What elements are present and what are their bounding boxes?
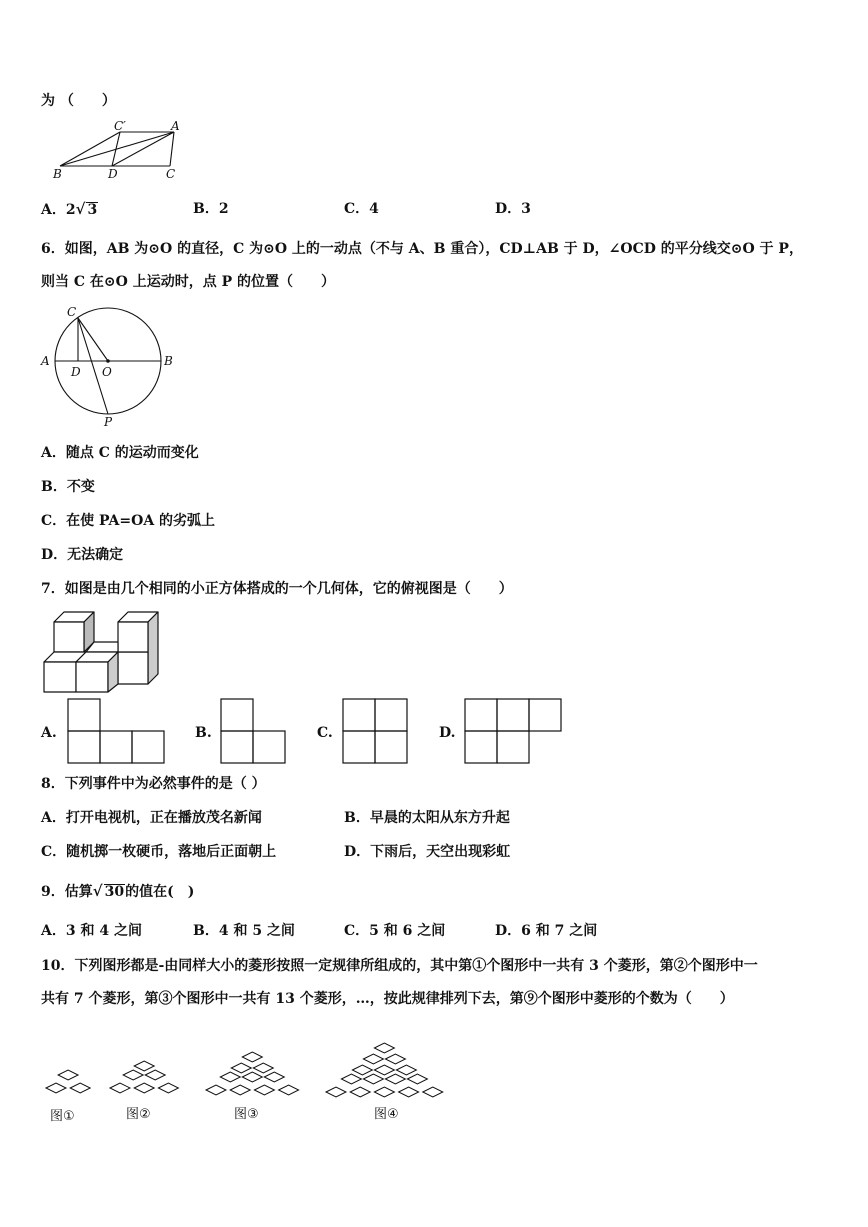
q9-option-a[interactable]: A．3 和 4 之间	[41, 923, 142, 939]
fig4-rhombus	[385, 1054, 405, 1064]
q6-label-D: D	[71, 365, 81, 379]
fig3-rhombus	[206, 1085, 226, 1095]
q10-stem-line1: 10．下列图形都是-由同样大小的菱形按照一定规律所组成的，其中第①个图形中一共有 3 个菱形，第②个图形中一	[41, 958, 758, 974]
q5-parallelogram-figure	[50, 118, 190, 186]
q5-option-a-radicand: 3	[87, 202, 98, 218]
fig4-rhombus	[374, 1065, 394, 1075]
fig2-rhombus	[110, 1083, 130, 1093]
q10-caption-2: 图②	[126, 1107, 151, 1122]
q6-label-C: C	[67, 305, 77, 319]
q7-option-d-view[interactable]	[464, 698, 564, 766]
fig3-rhombus	[242, 1052, 262, 1062]
fig3-rhombus	[264, 1072, 284, 1082]
fig4-rhombus	[341, 1074, 361, 1084]
q8-stem: 8．下列事件中为必然事件的是（ ）	[41, 776, 266, 792]
fig4-rhombus	[396, 1065, 416, 1075]
fig1-rhombus	[70, 1083, 90, 1093]
fig4-rhombus	[374, 1087, 394, 1097]
fig1-rhombus	[46, 1083, 66, 1093]
q7-option-a-view[interactable]	[67, 698, 167, 766]
q9-stem-suffix: 的值在( )	[125, 884, 195, 900]
fig4-rhombus	[363, 1074, 383, 1084]
fig3-rhombus	[231, 1063, 251, 1073]
q7-option-b-view[interactable]	[220, 698, 290, 766]
q6-option-a[interactable]: A．随点 C 的运动而变化	[41, 445, 199, 461]
q7-stem: 7．如图是由几个相同的小正方体搭成的一个几何体，它的俯视图是（ ）	[41, 581, 513, 597]
q5-label-C: C	[166, 167, 176, 181]
fig1-rhombus	[58, 1070, 78, 1080]
fig3-rhombus	[220, 1072, 240, 1082]
q7-option-c-view[interactable]	[342, 698, 412, 766]
fig2-rhombus	[123, 1070, 143, 1080]
fig2-rhombus	[134, 1083, 154, 1093]
q7-cube-solid-figure	[42, 610, 166, 694]
q5-option-c[interactable]: C．4	[344, 201, 379, 217]
q6-label-A: A	[41, 354, 50, 368]
q5-option-a-prefix: A．2	[41, 202, 76, 218]
q6-option-b[interactable]: B．不变	[41, 479, 95, 495]
q9-radicand: 30	[104, 884, 125, 900]
q7-option-c-label[interactable]: C.	[317, 725, 333, 741]
q5-option-a[interactable]: A．2√ 3	[41, 200, 98, 218]
q5-stem-tail: 为 （ ）	[41, 93, 116, 109]
q6-option-d[interactable]: D．无法确定	[41, 547, 124, 563]
q9-option-d[interactable]: D．6 和 7 之间	[495, 923, 598, 939]
q10-caption-3: 图③	[234, 1107, 259, 1122]
q5-option-d[interactable]: D．3	[495, 201, 531, 217]
q7-option-b-label[interactable]: B.	[195, 725, 212, 741]
fig4-rhombus	[350, 1087, 370, 1097]
fig3-rhombus	[279, 1085, 299, 1095]
q6-label-O: O	[102, 365, 112, 379]
fig3-rhombus	[254, 1085, 274, 1095]
q10-caption-1: 图①	[50, 1109, 75, 1124]
q8-option-b[interactable]: B．早晨的太阳从东方升起	[344, 810, 510, 826]
q5-label-D: D	[108, 167, 118, 181]
q6-stem-line1: 6．如图，AB 为⊙O 的直径，C 为⊙O 上的一动点（不与 A、B 重合），CD⊥AB 于 D，∠OCD 的平分线交⊙O 于 P，	[41, 241, 803, 257]
fig3-rhombus	[242, 1072, 262, 1082]
q7-option-a-label[interactable]: A.	[41, 725, 57, 741]
q5-option-b[interactable]: B．2	[193, 201, 229, 217]
q6-label-B: B	[164, 354, 173, 368]
fig4-rhombus	[363, 1054, 383, 1064]
q9-option-b[interactable]: B．4 和 5 之间	[193, 923, 295, 939]
fig2-rhombus	[145, 1070, 165, 1080]
q5-label-C-prime: C′	[114, 119, 126, 133]
q10-rhombus-pattern-figure	[40, 1012, 460, 1130]
fig2-rhombus	[158, 1083, 178, 1093]
q9-stem-prefix: 9．估算	[41, 884, 93, 900]
q5-label-A: A	[171, 119, 180, 133]
fig2-rhombus	[134, 1061, 154, 1071]
q6-option-c[interactable]: C．在使 PA=OA 的劣弧上	[41, 513, 216, 529]
fig3-rhombus	[230, 1085, 250, 1095]
fig4-rhombus	[423, 1087, 443, 1097]
q6-circle-figure	[38, 300, 188, 430]
q5-label-B: B	[53, 167, 62, 181]
fig4-rhombus	[326, 1087, 346, 1097]
fig4-rhombus	[374, 1043, 394, 1053]
q8-option-d[interactable]: D．下雨后，天空出现彩虹	[344, 844, 511, 860]
q10-stem-line2: 共有 7 个菱形，第③个图形中一共有 13 个菱形，…，按此规律排列下去，第⑨个图形中菱形的个数为（ ）	[41, 991, 734, 1007]
q8-option-a[interactable]: A．打开电视机，正在播放茂名新闻	[41, 810, 262, 826]
q8-option-c[interactable]: C．随机掷一枚硬币，落地后正面朝上	[41, 844, 277, 860]
q6-stem-line2: 则当 C 在⊙O 上运动时，点 P 的位置（ ）	[41, 274, 335, 290]
fig4-rhombus	[407, 1074, 427, 1084]
fig4-rhombus	[399, 1087, 419, 1097]
q9-option-c[interactable]: C．5 和 6 之间	[344, 923, 446, 939]
q7-option-d-label[interactable]: D.	[439, 725, 456, 741]
fig4-rhombus	[352, 1065, 372, 1075]
fig3-rhombus	[253, 1063, 273, 1073]
q9-stem: 9．估算√ 30的值在( )	[41, 882, 195, 900]
q10-caption-4: 图④	[374, 1107, 399, 1122]
fig4-rhombus	[385, 1074, 405, 1084]
q6-label-P: P	[104, 415, 113, 429]
